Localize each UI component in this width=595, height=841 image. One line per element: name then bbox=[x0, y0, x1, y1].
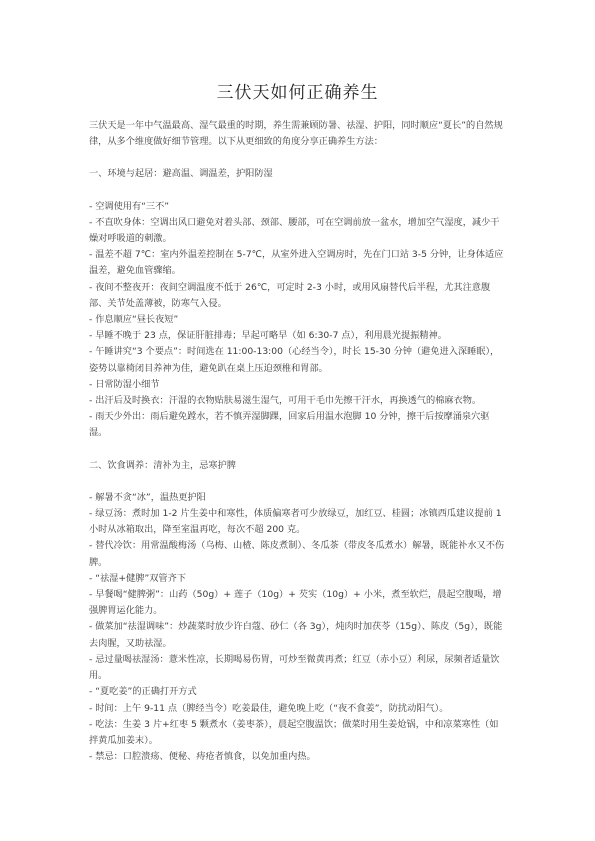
section-1-list bbox=[89, 199, 507, 442]
list-item: - 禁忌：口腔溃疡、便秘、痔疮者慎食，以免加重内热。 bbox=[89, 751, 316, 763]
section-2-list bbox=[89, 490, 507, 765]
list-item: - 早睡不晚于 23 点，保证肝脏排毒；早起可略早（如 6:30-7 点），利用晨光提振精神。 bbox=[89, 330, 447, 342]
list-item: - 替代冷饮：用常温酸梅汤（乌梅、山楂、陈皮煮制）、冬瓜茶（带皮冬瓜煮水）解暑，既能补水又不伤脾。 bbox=[89, 540, 505, 568]
list-item: - 早餐喝“健脾粥”：山药（50g）+ 莲子（10g）+ 芡实（10g）+ 小米，煮至软烂，晨起空腹喝，增强脾胃运化能力。 bbox=[89, 589, 502, 617]
list-item: - 吃法：生姜 3 片+红枣 5 颗煮水（姜枣茶），晨起空腹温饮；做菜时用生姜炝锅，中和凉菜寒性（如拌黄瓜加姜末）。 bbox=[89, 718, 499, 746]
list-item: - 绿豆汤：煮时加 1-2 片生姜中和寒性，体质偏寒者可少放绿豆，加红豆、桂圆；冰镇西瓜建议提前 1 小时从冰箱取出，降至室温再吃，每次不超 200 克。 bbox=[89, 508, 502, 536]
list-item: - 解暑不贪“冰”，温热更护阳 bbox=[89, 491, 206, 503]
list-item: - 雨天少外出：雨后避免蹚水，若不慎弄湿脚踝，回家后用温水泡脚 10 分钟，擦干后按摩涌泉穴驱湿。 bbox=[89, 411, 490, 439]
list-item: - 不直吹身体：空调出风口避免对着头部、颈部、腰部，可在空调前放一盆水，增加空气湿度，减少干燥对呼吸道的刺激。 bbox=[89, 216, 500, 245]
list-item: - 作息顺应“昼长夜短” bbox=[89, 314, 179, 326]
section-heading-1: 一、环境与起居：避高温、调温差，护阳防湿 bbox=[89, 168, 273, 180]
list-item: - “祛湿+健脾”双管齐下 bbox=[89, 572, 186, 584]
document-body bbox=[89, 118, 507, 765]
intro-paragraph: 三伏天是一年中气温最高、湿气最重的时期，养生需兼顾防暑、祛湿、护阳，同时顺应“夏长”的自然规律，从多个维度做好细节管理。以下从更细致的角度分享正确养生方法： bbox=[89, 120, 503, 148]
list-item: - 忌过量喝祛湿汤：薏米性凉，长期喝易伤胃，可炒至微黄再煮；红豆（赤小豆）利尿，尿频者适量饮用。 bbox=[89, 653, 500, 682]
list-item: - 出汗后及时换衣：汗湿的衣物贴肤易滋生湿气，可用干毛巾先擦干汗水，再换透气的棉麻衣物。 bbox=[89, 395, 482, 407]
list-item: - “夏吃姜”的正确打开方式 bbox=[89, 686, 197, 698]
list-item: - 做菜加“祛湿调味”：炒蔬菜时放少许白蔻、砂仁（各 3g），炖肉时加茯苓（15g）、陈皮（5g），既能去肉腥，又助祛湿。 bbox=[89, 621, 503, 649]
list-item: - 夜间不整夜开：夜间空调温度不低于 26℃，可定时 2-3 小时，或用风扇替代后半程，尤其注意腹部、关节处盖薄被，防寒气入侵。 bbox=[89, 281, 491, 309]
section-heading-2: 二、饮食调养：清补为主，忌寒护脾 bbox=[89, 459, 236, 471]
list-item: - 温差不超 7℃：室内外温差控制在 5-7℃，从室外进入空调房时，先在门口站 3-5 分钟，让身体适应温差，避免血管骤缩。 bbox=[89, 249, 504, 277]
list-item: - 日常防湿小细节 bbox=[89, 378, 160, 390]
list-item: - 空调使用有“三不” bbox=[89, 200, 170, 212]
page-title: 三伏天如何正确养生 bbox=[216, 83, 379, 103]
list-item: - 午睡讲究“3 个要点”：时间选在 11:00-13:00（心经当令），时长 15-30 分钟（避免进入深睡眠），姿势以靠椅闭目养神为佳，避免趴在桌上压迫颈椎和胃部。 bbox=[89, 346, 500, 374]
list-item: - 时间：上午 9-11 点（脾经当令）吃姜最佳，避免晚上吃（“夜不食姜”，防扰动阳气）。 bbox=[89, 702, 449, 714]
